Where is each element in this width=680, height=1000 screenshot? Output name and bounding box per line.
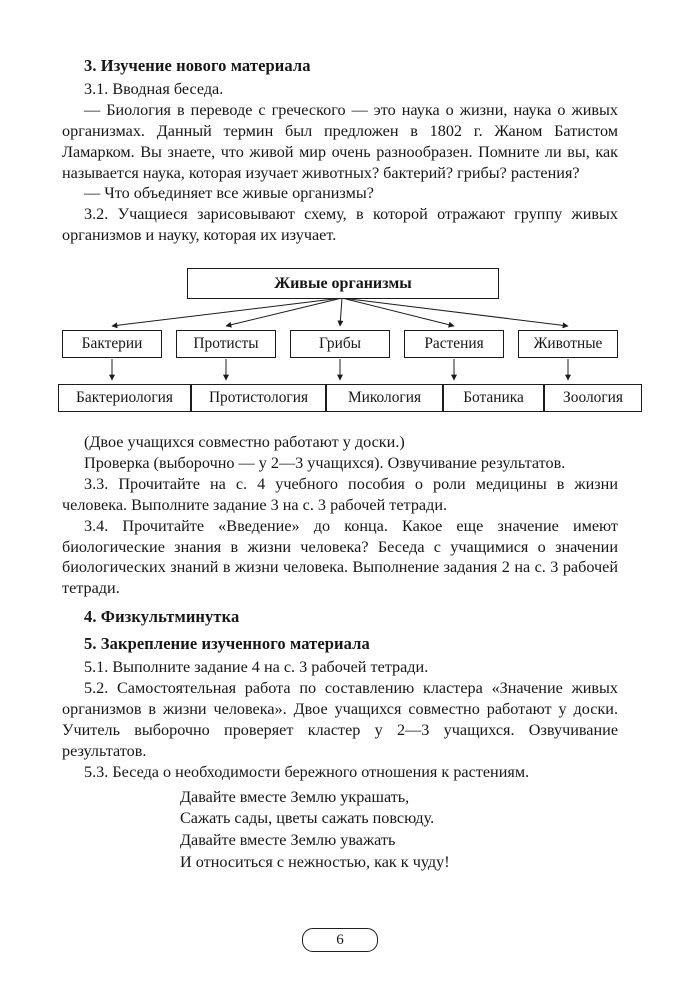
paragraph-5-1: 5.1. Выполните задание 4 на с. 3 рабочей тетради. (84, 658, 429, 677)
diagram-group-node-0: Бактерии (62, 330, 162, 358)
heading-section-3: 3. Изучение нового материала (84, 56, 311, 75)
paragraph-3-3: 3.3. Прочитайте на с. 4 учебного пособия о роли медицины в жизни человека. Выполните задание 3 на с. 3 рабочей тетради. (62, 474, 618, 514)
diagram-science-node-2: Микология (326, 384, 443, 412)
living-organisms-diagram (62, 268, 623, 414)
diagram-group-node-2: Грибы (290, 330, 390, 358)
verse-line-2: Сажать сады, цветы сажать повсюду. (180, 809, 435, 828)
diagram-science-node-3: Ботаника (443, 384, 544, 412)
heading-section-5: 5. Закрепление изученного материала (84, 634, 370, 654)
diagram-science-node-0: Бактериология (58, 384, 191, 412)
paragraph-3-4: 3.4. Прочитайте «Введение» до конца. Какое еще значение имеют биологические знания в жизни человека? Беседа с учащимися о значении биологических знаний в жизни человека. Выполнение задания 2 на с. 3 рабочей тетради. (62, 516, 618, 598)
diagram-group-node-4: Животные (518, 330, 618, 358)
verse-line-1: Давайте вместе Землю украшать, (180, 787, 410, 806)
page-number-value: 6 (302, 928, 378, 952)
paragraph-after-diagram-2: Проверка (выборочно — у 2—3 учащихся). Озвучивание результатов. (84, 454, 566, 473)
paragraph-5-3: 5.3. Беседа о необходимости бережного отношения к растениям. (84, 762, 530, 781)
diagram-science-node-4: Зоология (544, 384, 642, 412)
heading-section-4: 4. Физкультминутка (84, 607, 240, 627)
page-number (0, 928, 680, 952)
paragraph-after-diagram-1: (Двое учащихся совместно работают у доски.) (84, 433, 405, 452)
paragraph-3-1-text: — Биология в переводе с греческого — это наука о жизни, наука о живых организмах. Данный термин был предложен в 1802 г. Жаном Батистом Ламарком. Вы знаете, что живой мир очень разнообразен. Помните ли вы, как называется наука, которая изучает животных? бактерий? грибы? растения? (62, 100, 618, 182)
paragraph-3-2: 3.2. Учащиеся зарисовывают схему, в которой отражают группу живых организмов и науку, которая их изучает. (62, 205, 618, 245)
diagram-group-node-3: Растения (404, 330, 504, 358)
verse-line-3: Давайте вместе Землю уважать (180, 831, 396, 850)
verse-line-4: И относиться с нежностью, как к чуду! (180, 853, 450, 872)
diagram-root-node: Живые организмы (187, 268, 499, 299)
paragraph-3-1-question: — Что объединяет все живые организмы? (84, 184, 374, 203)
diagram-science-node-1: Протистология (191, 384, 326, 412)
paragraph-5-2: 5.2. Самостоятельная работа по составлению кластера «Значение живых организмов в жизни человека». Двое учащихся совместно работают у доски. Учитель выборочно проверяет кластер у 2—3 учащихся. Озвучивание результатов. (62, 679, 618, 760)
paragraph-3-1-title: 3.1. Вводная беседа. (84, 80, 224, 98)
diagram-group-node-1: Протисты (176, 330, 276, 358)
